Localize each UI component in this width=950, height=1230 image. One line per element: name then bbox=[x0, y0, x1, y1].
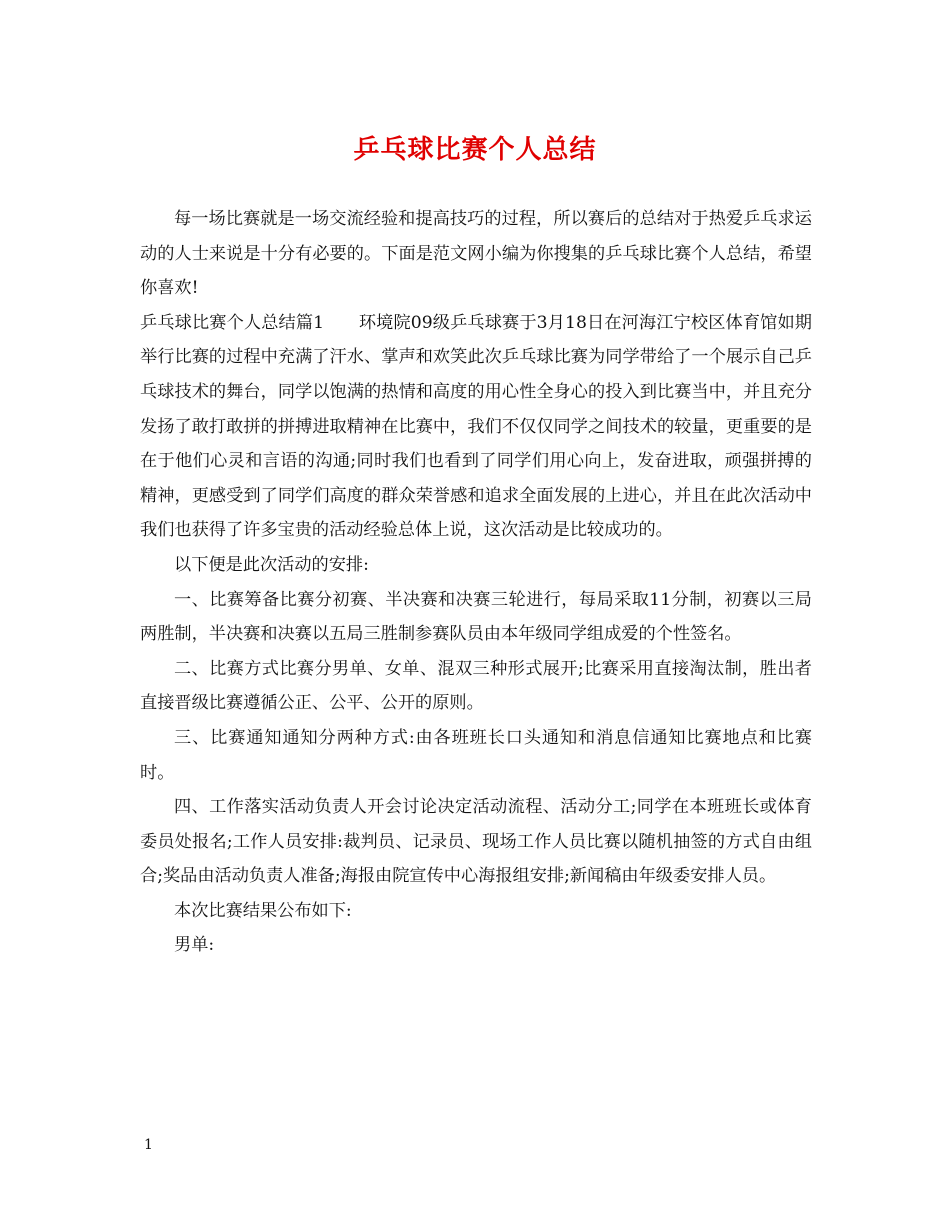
paragraph-intro: 每一场比赛就是一场交流经验和提高技巧的过程，所以赛后的总结对于热爱乒乓求运动的人士来说是十分有必要的。下面是范文网小编为你搜集的乒乓球比赛个人总结，希望你喜欢! bbox=[140, 209, 812, 299]
paragraph-results-heading: 本次比赛结果公布如下: bbox=[174, 900, 352, 921]
paragraph-item-3: 三、比赛通知通知分两种方式:由各班班长口头通知和消息信通知比赛地点和比赛时。 bbox=[140, 727, 812, 783]
paragraph-item-1: 一、比赛筹备比赛分初赛、半决赛和决赛三轮进行，每局采取11分制，初赛以三局两胜制，半决赛和决赛以五局三胜制参赛队员由本年级同学组成爱的个性签名。 bbox=[140, 589, 812, 645]
paragraph-mens-singles: 男单: bbox=[174, 935, 215, 956]
paragraph-item-2: 二、比赛方式比赛分男单、女单、混双三种形式展开;比赛采用直接淘汰制，胜出者直接晋级比赛遵循公正、公平、公开的原则。 bbox=[140, 658, 812, 714]
paragraph-section-1: 乒乓球比赛个人总结篇1 环境院09级乒乓球赛于3月18日在河海江宁校区体育馆如期举行比赛的过程中充满了汗水、掌声和欢笑此次乒乓球比赛为同学带给了一个展示自己乒乓球技术的舞台，同学以饱满的热情和高度的用心性全身心的投入到比赛当中，并且充分发扬了敢打敢拼的拼搏进取精神在比赛中，我们不仅仅同学之间技术的较量，更重要的是在于他们心灵和言语的沟通;同时我们也看到了同学们用心向上，发奋进取，顽强拼搏的精神，更感受到了同学们高度的群众荣誉感和追求全面发展的上进心，并且在此次活动中我们也获得了许多宝贵的活动经验总体上说，这次活动是比较成功的。 bbox=[140, 312, 812, 541]
paragraph-arrangement-heading: 以下便是此次活动的安排: bbox=[174, 554, 369, 575]
page-number: 1 bbox=[144, 1137, 153, 1153]
document-title: 乒乓球比赛个人总结 bbox=[353, 135, 597, 165]
document-body bbox=[140, 202, 812, 963]
paragraph-item-4: 四、工作落实活动负责人开会讨论决定活动流程、活动分工;同学在本班班长或体育委员处报名;工作人员安排:裁判员、记录员、现场工作人员比赛以随机抽签的方式自由组合;奖品由活动负责人准备;海报由院宣传中心海报组安排;新闻稿由年级委安排人员。 bbox=[140, 797, 812, 887]
